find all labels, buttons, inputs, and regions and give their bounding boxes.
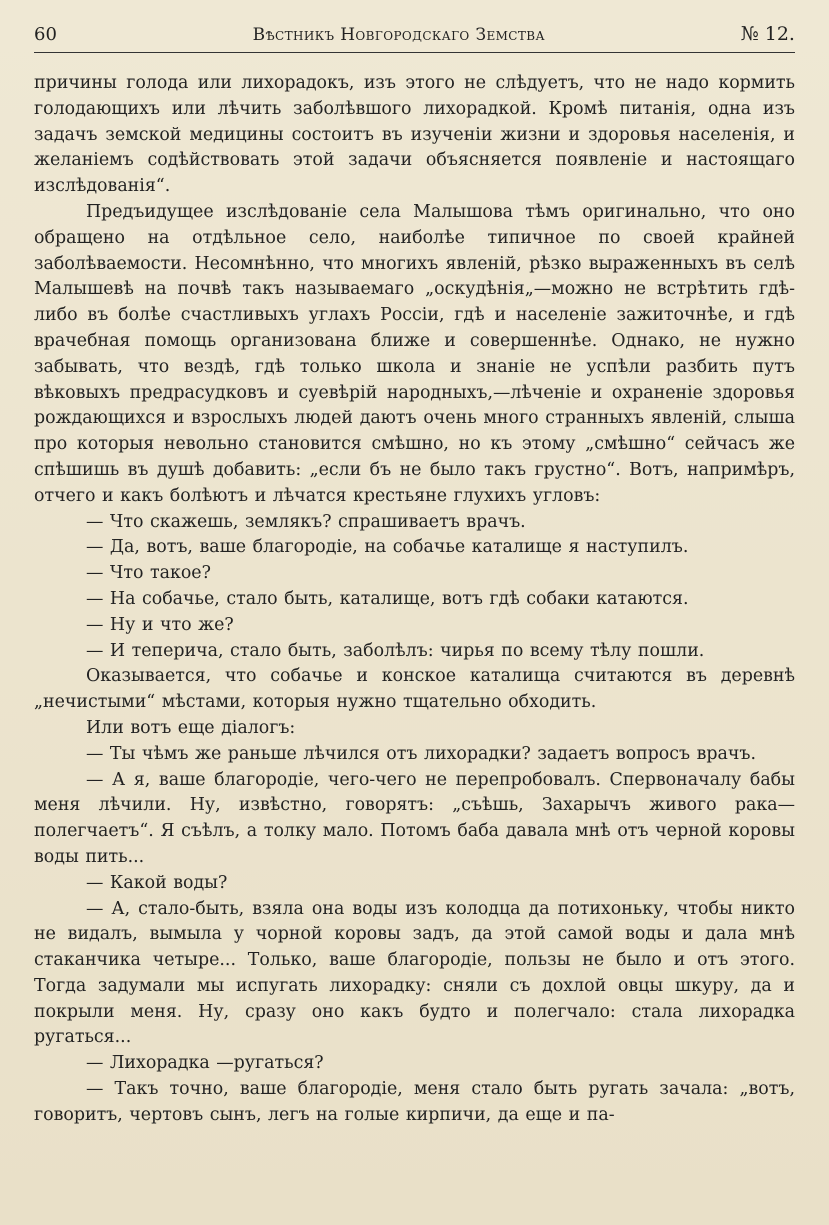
journal-title: Вѣстникъ Новгородскаго Земства <box>252 25 546 45</box>
paragraph: причины голода или лихорадокъ, изъ этого не слѣдуетъ, что не надо кормить голодающихъ или лѣчить заболѣвшого лихорадкой. Кромѣ питанія, одна изъ задачъ земской медицины состоитъ въ изученіи жизни и здоровья населенія, и желаніемъ содѣйствовать этой задачи объясняется появленіе и настоящаго изслѣдованія“. <box>34 73 795 197</box>
dialog-line: — Какой воды? <box>86 872 228 893</box>
article-body <box>34 71 795 1129</box>
dialog-line: — Что скажешь, землякъ? спрашиваетъ врачъ. <box>86 511 526 532</box>
dialog-line: — Да, вотъ, ваше благородіе, на собачье каталище я наступилъ. <box>86 537 689 558</box>
paragraph: Или вотъ еще діалогъ: <box>86 717 296 738</box>
dialog-line: — На собачье, стало быть, каталище, вотъ гдѣ собаки катаются. <box>86 588 689 609</box>
dialog-line: — Ну и что же? <box>86 614 234 635</box>
dialog-line: — И теперича, стало быть, заболѣлъ: чирья по всему тѣлу пошли. <box>86 640 705 661</box>
paragraph: Предъидущее изслѣдованіе села Малышова тѣмъ оригинально, что оно обращено на отдѣльное село, наиболѣе типичное по своей крайней заболѣваемости. Несомнѣнно, что многихъ явленій, рѣзко выраженныхъ въ селѣ Малышевѣ на почвѣ такъ называемаго „оскудѣнія„—можно не встрѣтить гдѣ-либо въ болѣе счастливыхъ углахъ Россіи, гдѣ и населеніе зажиточнѣе, и гдѣ врачебная помощь организована ближе и совершеннѣе. Однако, не нужно забывать, что вездѣ, гдѣ только школа и знаніе не успѣли разбить путъ вѣковыхъ предрасудковъ и суевѣрій народныхъ,—лѣченіе и охраненіе здоровья рождающихся и взрослыхъ людей даютъ очень много странныхъ явленій, слыша про которыя невольно становится смѣшно, но къ этому „смѣшно“ сейчасъ же спѣшишь въ душѣ добавить: „если бъ не было такъ грустно“. Вотъ, напримѣръ, отчего и какъ болѣютъ и лѣчатся крестьяне глухихъ угловъ: <box>34 201 795 506</box>
issue-number: № 12. <box>740 23 795 45</box>
dialog-line: — Такъ точно, ваше благородіе, меня стало быть ругать зачала: „вотъ, говоритъ, чертовъ сынъ, легъ на голые кирпичи, да еще и па- <box>34 1079 795 1125</box>
page-number: 60 <box>34 24 57 45</box>
dialog-line: — Что такое? <box>86 563 211 584</box>
dialog-line: — Лихорадка —ругаться? <box>86 1053 324 1074</box>
dialog-line: — А я, ваше благородіе, чего-чего не перепробовалъ. Спервоначалу бабы меня лѣчили. Ну, извѣстно, говорятъ: „съѣшь, Захарычъ живого рака—полегчаетъ“. Я съѣлъ, а толку мало. Потомъ баба давала мнѣ отъ черной коровы воды пить... <box>34 769 795 867</box>
dialog-line: — А, стало-быть, взяла она воды изъ колодца да потихоньку, чтобы никто не видалъ, вымыла у чорной коровы задъ, да этой самой воды и дала мнѣ стаканчика четыре... Только, ваше благородіе, пользы не было и отъ этого. Тогда задумали мы испугать лихорадку: сняли съ дохлой овцы шкуру, да и покрыли меня. Ну, сразу оно какъ будто и полегчало: стала лихорадка ругаться... <box>34 898 795 1048</box>
paragraph: Оказывается, что собачье и конское каталища считаются въ деревнѣ „нечистыми“ мѣстами, которыя нужно тщательно обходить. <box>34 666 795 713</box>
dialog-line: — Ты чѣмъ же раньше лѣчился отъ лихорадки? задаетъ вопросъ врачъ. <box>86 743 756 764</box>
running-header <box>34 22 795 53</box>
